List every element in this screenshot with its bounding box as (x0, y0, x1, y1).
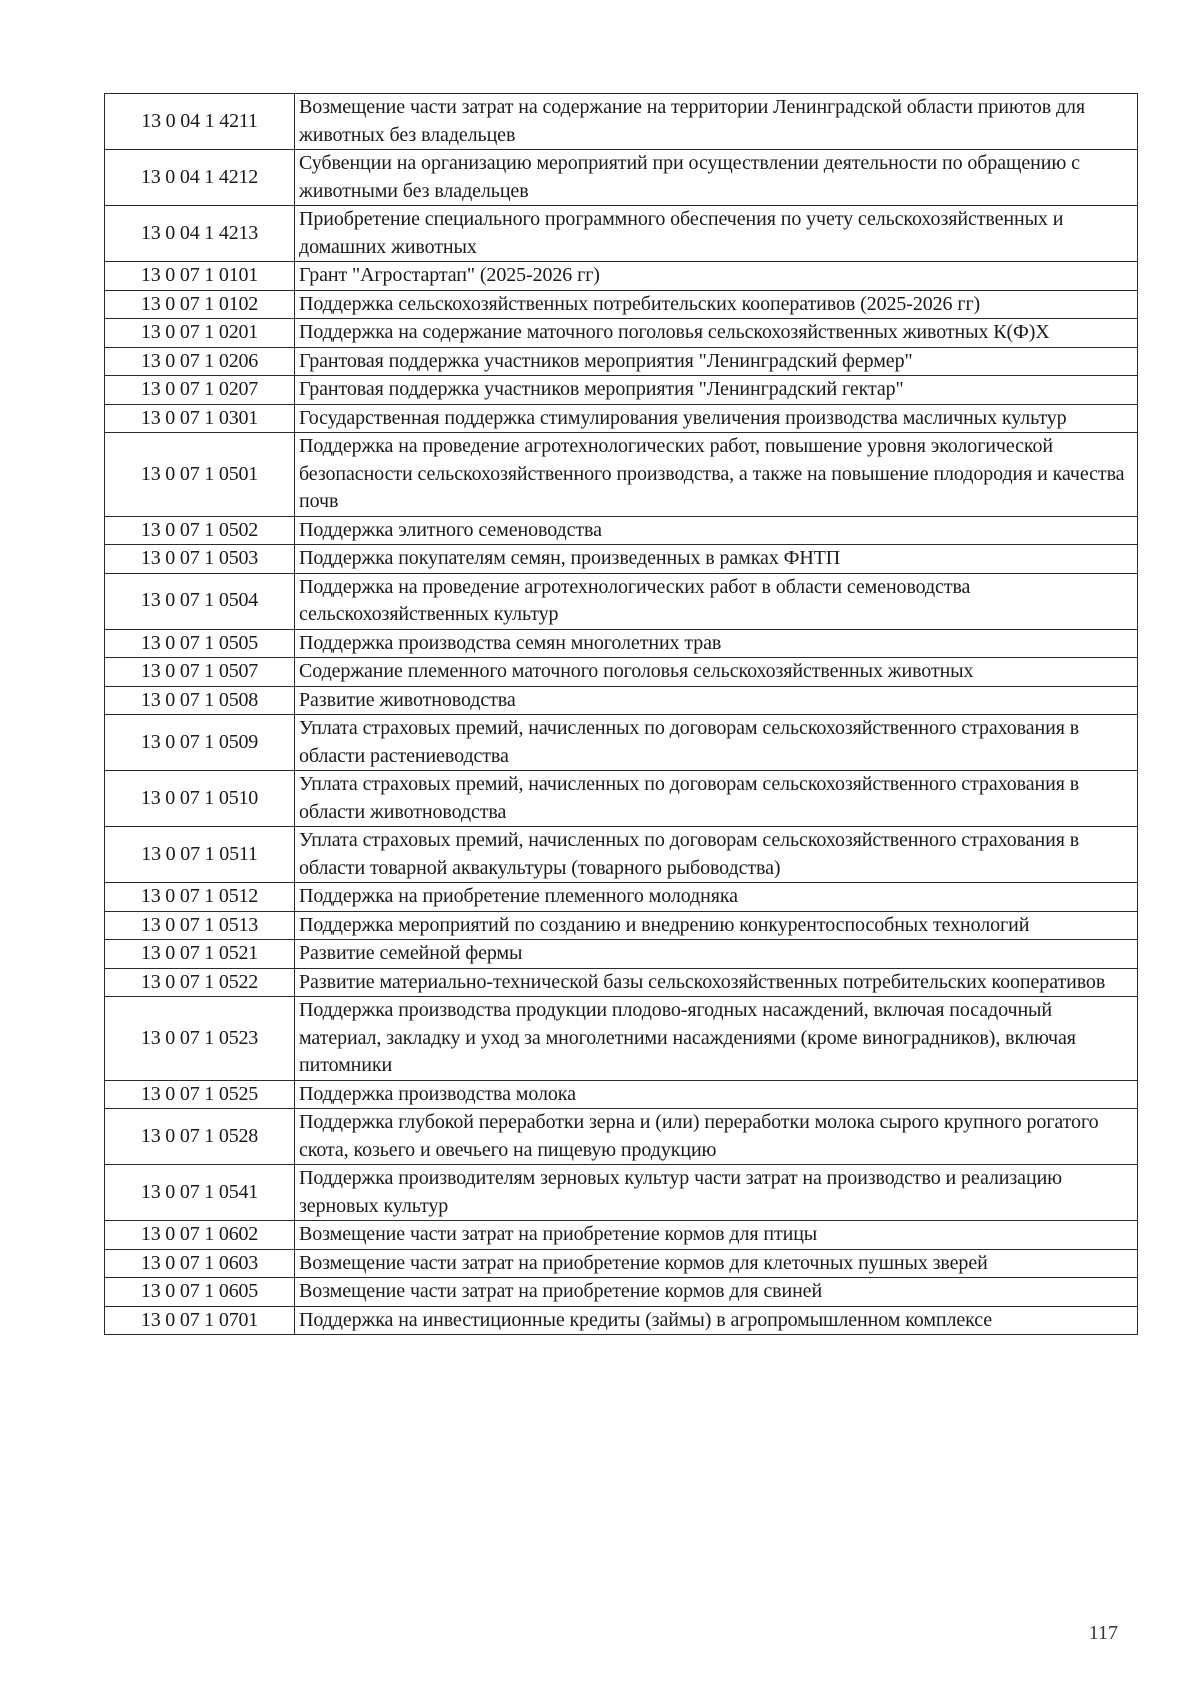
description-cell: Поддержка производства молока (295, 1080, 1138, 1109)
description-cell: Содержание племенного маточного поголовья сельскохозяйственных животных (295, 658, 1138, 687)
code-cell: 13 0 07 1 0206 (105, 347, 295, 376)
code-cell: 13 0 07 1 0503 (105, 545, 295, 574)
table-row (105, 771, 1138, 827)
description-cell: Поддержка производства семян многолетних трав (295, 629, 1138, 658)
description-cell: Возмещение части затрат на содержание на территории Ленинградской области приютов для животных без владельцев (295, 94, 1138, 150)
code-cell: 13 0 07 1 0102 (105, 290, 295, 319)
table-row (105, 940, 1138, 969)
table-row (105, 319, 1138, 348)
description-cell: Поддержка покупателям семян, произведенных в рамках ФНТП (295, 545, 1138, 574)
table-row (105, 206, 1138, 262)
code-cell: 13 0 07 1 0301 (105, 404, 295, 433)
table-row (105, 629, 1138, 658)
code-cell: 13 0 07 1 0508 (105, 686, 295, 715)
table-row (105, 968, 1138, 997)
description-cell: Поддержка на инвестиционные кредиты (займы) в агропромышленном комплексе (295, 1306, 1138, 1335)
code-cell: 13 0 04 1 4211 (105, 94, 295, 150)
description-cell: Уплата страховых премий, начисленных по договорам сельскохозяйственного страхования в области животноводства (295, 771, 1138, 827)
code-cell: 13 0 07 1 0701 (105, 1306, 295, 1335)
code-cell: 13 0 07 1 0603 (105, 1249, 295, 1278)
table-row (105, 715, 1138, 771)
description-cell: Грантовая поддержка участников мероприятия "Ленинградский фермер" (295, 347, 1138, 376)
description-cell: Уплата страховых премий, начисленных по договорам сельскохозяйственного страхования в области товарной аквакультуры (товарного рыбоводства) (295, 827, 1138, 883)
description-cell: Поддержка производства продукции плодово-ягодных насаждений, включая посадочный материал, закладку и уход за многолетними насаждениями (кроме виноградников), включая питомники (295, 997, 1138, 1081)
table-row (105, 573, 1138, 629)
code-cell: 13 0 07 1 0522 (105, 968, 295, 997)
code-cell: 13 0 07 1 0504 (105, 573, 295, 629)
code-cell: 13 0 07 1 0605 (105, 1278, 295, 1307)
table-row (105, 150, 1138, 206)
code-cell: 13 0 07 1 0510 (105, 771, 295, 827)
description-cell: Поддержка на приобретение племенного молодняка (295, 883, 1138, 912)
code-cell: 13 0 07 1 0511 (105, 827, 295, 883)
description-cell: Поддержка элитного семеноводства (295, 516, 1138, 545)
code-cell: 13 0 07 1 0513 (105, 911, 295, 940)
code-cell: 13 0 07 1 0502 (105, 516, 295, 545)
table-row (105, 1249, 1138, 1278)
description-cell: Развитие животноводства (295, 686, 1138, 715)
description-cell: Поддержка на проведение агротехнологических работ в области семеноводства сельскохозяйственных культур (295, 573, 1138, 629)
description-cell: Поддержка на проведение агротехнологических работ, повышение уровня экологической безопасности сельскохозяйственного производства, а также на повышение плодородия и качества почв (295, 433, 1138, 517)
code-cell: 13 0 07 1 0505 (105, 629, 295, 658)
table-row (105, 433, 1138, 517)
description-cell: Грант "Агростартап" (2025-2026 гг) (295, 262, 1138, 291)
description-cell: Поддержка сельскохозяйственных потребительских кооперативов (2025-2026 гг) (295, 290, 1138, 319)
page-number: 117 (1088, 1622, 1118, 1644)
code-cell: 13 0 07 1 0523 (105, 997, 295, 1081)
table-row (105, 1165, 1138, 1221)
code-cell: 13 0 07 1 0528 (105, 1109, 295, 1165)
table-row (105, 883, 1138, 912)
table-row (105, 347, 1138, 376)
budget-codes-table (104, 93, 1138, 1335)
code-cell: 13 0 07 1 0501 (105, 433, 295, 517)
code-cell: 13 0 07 1 0525 (105, 1080, 295, 1109)
code-cell: 13 0 07 1 0509 (105, 715, 295, 771)
table-row (105, 911, 1138, 940)
table-row (105, 686, 1138, 715)
table-row (105, 376, 1138, 405)
description-cell: Субвенции на организацию мероприятий при осуществлении деятельности по обращению с животными без владельцев (295, 150, 1138, 206)
code-cell: 13 0 07 1 0521 (105, 940, 295, 969)
description-cell: Поддержка на содержание маточного поголовья сельскохозяйственных животных К(Ф)Х (295, 319, 1138, 348)
table-row (105, 290, 1138, 319)
table-row (105, 262, 1138, 291)
description-cell: Грантовая поддержка участников мероприятия "Ленинградский гектар" (295, 376, 1138, 405)
description-cell: Уплата страховых премий, начисленных по договорам сельскохозяйственного страхования в области растениеводства (295, 715, 1138, 771)
table-row (105, 1080, 1138, 1109)
table-row (105, 404, 1138, 433)
table-row (105, 1221, 1138, 1250)
table-row (105, 1278, 1138, 1307)
description-cell: Развитие семейной фермы (295, 940, 1138, 969)
code-cell: 13 0 07 1 0201 (105, 319, 295, 348)
table-body (105, 94, 1138, 1335)
description-cell: Возмещение части затрат на приобретение кормов для свиней (295, 1278, 1138, 1307)
code-cell: 13 0 07 1 0507 (105, 658, 295, 687)
description-cell: Возмещение части затрат на приобретение кормов для клеточных пушных зверей (295, 1249, 1138, 1278)
code-cell: 13 0 07 1 0207 (105, 376, 295, 405)
code-cell: 13 0 04 1 4213 (105, 206, 295, 262)
table-row (105, 516, 1138, 545)
description-cell: Возмещение части затрат на приобретение кормов для птицы (295, 1221, 1138, 1250)
code-cell: 13 0 07 1 0101 (105, 262, 295, 291)
description-cell: Государственная поддержка стимулирования увеличения производства масличных культур (295, 404, 1138, 433)
description-cell: Поддержка мероприятий по созданию и внедрению конкурентоспособных технологий (295, 911, 1138, 940)
description-cell: Приобретение специального программного обеспечения по учету сельскохозяйственных и домашних животных (295, 206, 1138, 262)
table-row (105, 997, 1138, 1081)
table-row (105, 1306, 1138, 1335)
code-cell: 13 0 07 1 0602 (105, 1221, 295, 1250)
code-cell: 13 0 04 1 4212 (105, 150, 295, 206)
description-cell: Поддержка производителям зерновых культур части затрат на производство и реализацию зерновых культур (295, 1165, 1138, 1221)
description-cell: Развитие материально-технической базы сельскохозяйственных потребительских кооперативов (295, 968, 1138, 997)
description-cell: Поддержка глубокой переработки зерна и (или) переработки молока сырого крупного рогатого скота, козьего и овечьего на пищевую продукцию (295, 1109, 1138, 1165)
code-cell: 13 0 07 1 0541 (105, 1165, 295, 1221)
table-row (105, 545, 1138, 574)
table-row (105, 1109, 1138, 1165)
table-row (105, 827, 1138, 883)
table-row (105, 658, 1138, 687)
table-row (105, 94, 1138, 150)
code-cell: 13 0 07 1 0512 (105, 883, 295, 912)
